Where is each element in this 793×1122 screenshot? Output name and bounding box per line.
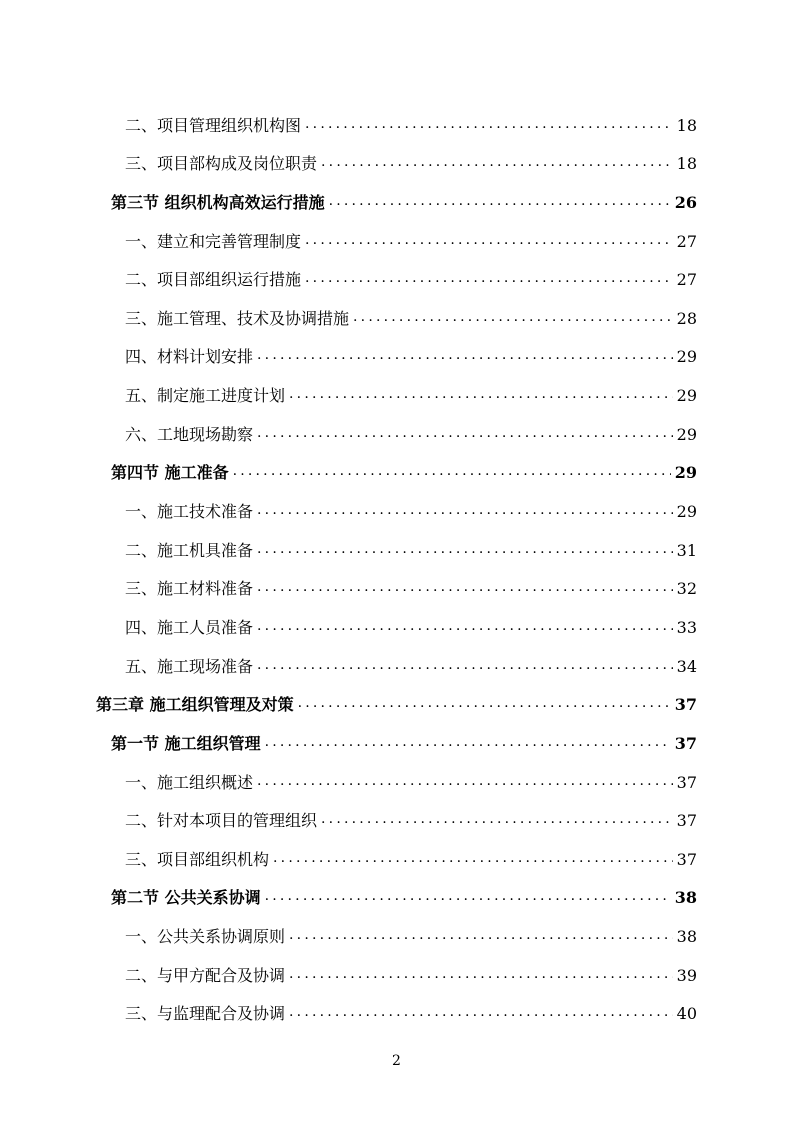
toc-dot-leader [289, 1002, 673, 1022]
toc-entry-title: 三、项目部组织机构 [125, 849, 270, 869]
toc-entry-page: 37 [676, 811, 697, 831]
toc-entry-item[interactable] [125, 793, 697, 832]
table-of-contents [0, 97, 793, 1024]
toc-dot-leader [305, 230, 673, 250]
toc-entry-item[interactable] [125, 947, 697, 986]
toc-entry-title: 三、施工管理、技术及协调措施 [125, 308, 350, 328]
toc-dot-leader [257, 771, 673, 791]
toc-entry-item[interactable] [125, 561, 697, 600]
toc-entry-item[interactable] [125, 252, 697, 291]
toc-entry-page: 32 [676, 579, 697, 599]
toc-entry-title: 二、与甲方配合及协调 [125, 965, 286, 985]
toc-entry-item[interactable] [125, 986, 697, 1025]
toc-entry-section[interactable] [111, 174, 697, 213]
toc-entry-section[interactable] [111, 870, 697, 909]
page-number: 2 [392, 1053, 401, 1069]
toc-entry-page: 31 [676, 540, 697, 560]
toc-dot-leader [265, 886, 671, 906]
toc-entry-chapter[interactable] [96, 677, 697, 716]
toc-entry-page: 29 [676, 347, 697, 367]
toc-entry-page: 29 [674, 463, 697, 483]
toc-entry-page: 27 [676, 231, 697, 251]
toc-dot-leader [305, 268, 673, 288]
toc-entry-title: 一、建立和完善管理制度 [125, 231, 302, 251]
toc-dot-leader [233, 461, 671, 481]
toc-entry-section[interactable] [111, 715, 697, 754]
toc-entry-title: 一、公共关系协调原则 [125, 927, 286, 947]
toc-entry-item[interactable] [125, 213, 697, 252]
toc-entry-item[interactable] [125, 406, 697, 445]
toc-entry-item[interactable] [125, 599, 697, 638]
toc-entry-page: 18 [676, 115, 697, 135]
toc-dot-leader [289, 384, 673, 404]
toc-entry-title: 第四节 施工准备 [111, 463, 229, 483]
toc-entry-page: 37 [674, 695, 697, 715]
toc-entry-page: 37 [676, 772, 697, 792]
toc-entry-title: 三、与监理配合及协调 [125, 1004, 286, 1024]
toc-entry-item[interactable] [125, 97, 697, 136]
toc-entry-page: 28 [676, 308, 697, 328]
toc-entry-page: 29 [676, 424, 697, 444]
toc-entry-page: 39 [676, 965, 697, 985]
toc-entry-item[interactable] [125, 831, 697, 870]
toc-entry-page: 33 [676, 617, 697, 637]
toc-entry-page: 37 [676, 849, 697, 869]
toc-entry-title: 六、工地现场勘察 [125, 424, 254, 444]
toc-entry-title: 二、施工机具准备 [125, 540, 254, 560]
toc-dot-leader [289, 964, 673, 984]
toc-entry-title: 一、施工组织概述 [125, 772, 254, 792]
toc-entry-page: 37 [674, 733, 697, 753]
toc-entry-title: 第三节 组织机构高效运行措施 [111, 192, 325, 212]
toc-dot-leader [265, 732, 671, 752]
toc-dot-leader [305, 114, 673, 134]
toc-entry-title: 三、施工材料准备 [125, 579, 254, 599]
toc-dot-leader [298, 693, 671, 713]
toc-dot-leader [257, 577, 673, 597]
toc-entry-page: 40 [676, 1004, 697, 1024]
toc-dot-leader [321, 152, 673, 172]
toc-entry-title: 三、项目部构成及岗位职责 [125, 154, 318, 174]
toc-entry-item[interactable] [125, 638, 697, 677]
toc-entry-item[interactable] [125, 136, 697, 175]
toc-entry-title: 五、施工现场准备 [125, 656, 254, 676]
toc-entry-title: 二、项目管理组织机构图 [125, 115, 302, 135]
toc-dot-leader [321, 809, 673, 829]
toc-entry-page: 29 [676, 502, 697, 522]
toc-entry-page: 27 [676, 270, 697, 290]
toc-dot-leader [289, 925, 673, 945]
toc-entry-page: 38 [674, 888, 697, 908]
toc-entry-title: 二、项目部组织运行措施 [125, 270, 302, 290]
toc-entry-item[interactable] [125, 754, 697, 793]
toc-entry-title: 四、材料计划安排 [125, 347, 254, 367]
toc-entry-item[interactable] [125, 367, 697, 406]
toc-entry-title: 一、施工技术准备 [125, 502, 254, 522]
toc-entry-section[interactable] [111, 445, 697, 484]
toc-dot-leader [329, 191, 671, 211]
toc-dot-leader [257, 500, 673, 520]
toc-entry-page: 26 [674, 192, 697, 212]
toc-entry-title: 第二节 公共关系协调 [111, 888, 261, 908]
toc-entry-page: 18 [676, 154, 697, 174]
toc-dot-leader [257, 539, 673, 559]
toc-dot-leader [257, 345, 673, 365]
toc-entry-item[interactable] [125, 483, 697, 522]
toc-entry-title: 第一节 施工组织管理 [111, 733, 261, 753]
toc-entry-title: 第三章 施工组织管理及对策 [96, 695, 294, 715]
toc-dot-leader [273, 848, 673, 868]
toc-entry-item[interactable] [125, 908, 697, 947]
toc-entry-title: 二、针对本项目的管理组织 [125, 811, 318, 831]
toc-entry-page: 38 [676, 927, 697, 947]
toc-dot-leader [257, 655, 673, 675]
toc-entry-item[interactable] [125, 329, 697, 368]
toc-entry-page: 34 [676, 656, 697, 676]
toc-entry-page: 29 [676, 386, 697, 406]
toc-dot-leader [257, 423, 673, 443]
toc-dot-leader [257, 616, 673, 636]
toc-entry-item[interactable] [125, 522, 697, 561]
toc-dot-leader [353, 307, 673, 327]
toc-entry-title: 五、制定施工进度计划 [125, 386, 286, 406]
toc-entry-title: 四、施工人员准备 [125, 617, 254, 637]
toc-entry-item[interactable] [125, 290, 697, 329]
